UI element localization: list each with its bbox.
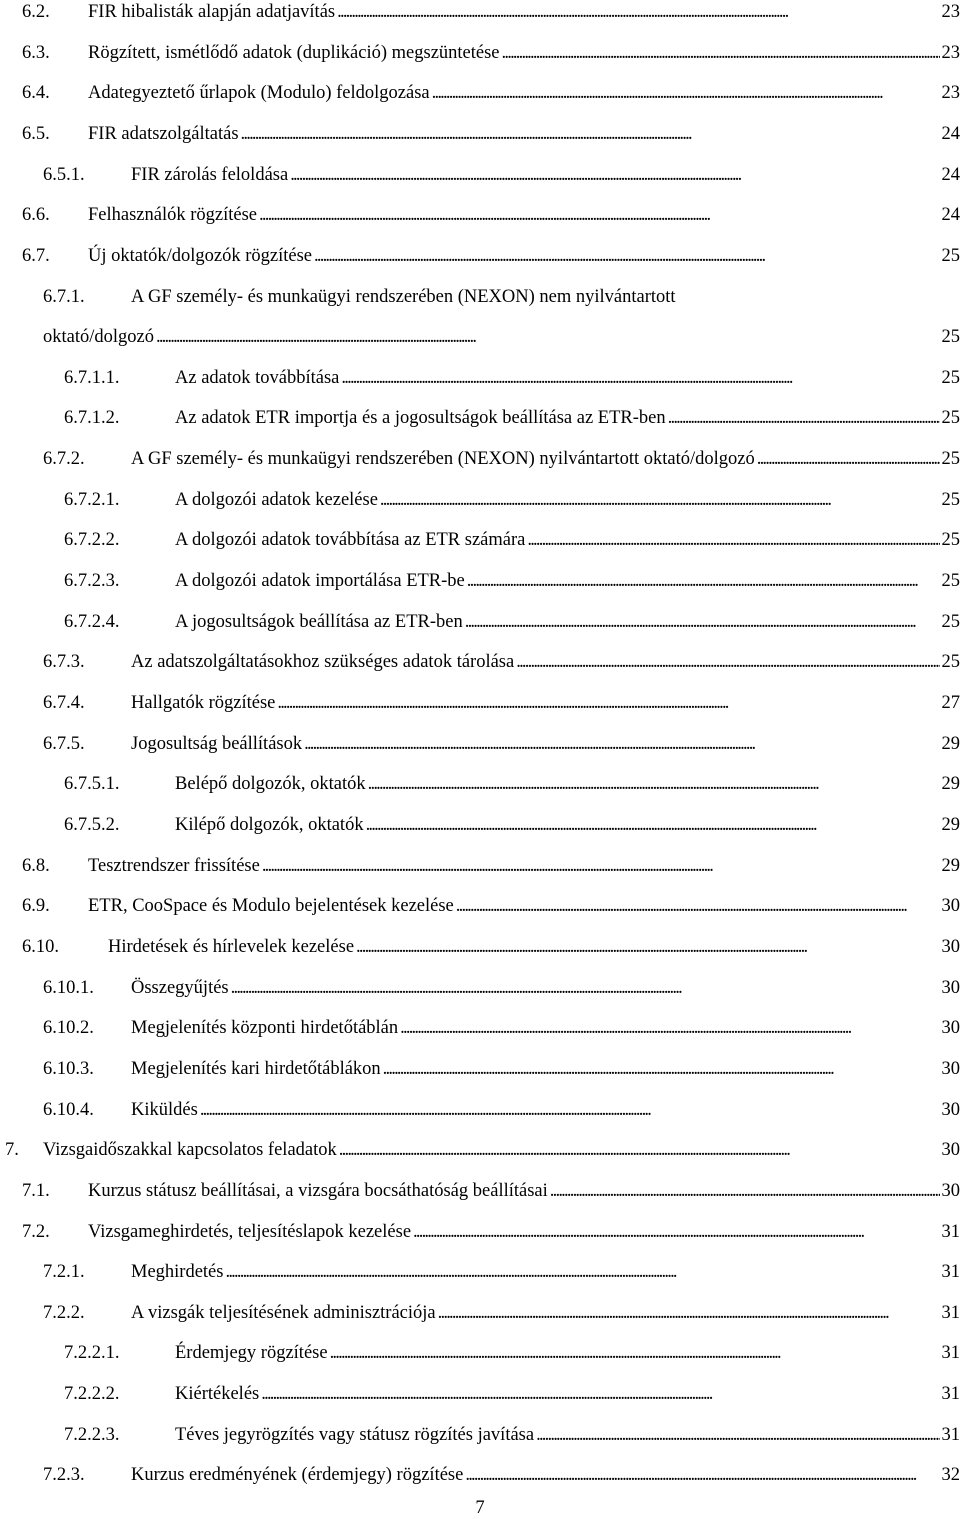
- toc-entry[interactable]: [43, 1016, 960, 1040]
- toc-entry[interactable]: [43, 650, 960, 674]
- toc-entry-page: 31: [942, 1260, 960, 1284]
- toc-entry-number: 6.5.1.: [43, 163, 131, 187]
- toc-entry-title: Összegyűjtés: [131, 976, 229, 1000]
- toc-entry-number: 6.6.: [22, 203, 88, 227]
- toc-leader-dots: [400, 1016, 939, 1040]
- toc-leader-dots: [380, 488, 940, 512]
- toc-entry-number: 7.2.2.1.: [64, 1341, 175, 1365]
- toc-entry[interactable]: [43, 1301, 960, 1325]
- toc-leader-dots: [330, 1341, 940, 1365]
- toc-entry-page: 30: [942, 1098, 960, 1122]
- toc-entry-number: 6.10.4.: [43, 1098, 131, 1122]
- toc-entry-continuation[interactable]: [43, 325, 960, 349]
- toc-entry-page: 29: [942, 813, 960, 837]
- toc-leader-dots: [368, 772, 940, 796]
- page-number: 7: [0, 1497, 960, 1519]
- toc-entry-title: Az adatszolgáltatásokhoz szükséges adatok tárolása: [131, 650, 514, 674]
- toc-entry-title: Érdemjegy rögzítése: [175, 1341, 328, 1365]
- toc-entry-title: Rögzített, ismétlődő adatok (duplikáció) megszüntetése: [88, 41, 500, 65]
- toc-entry-title: Az adatok ETR importja és a jogosultságok beállítása az ETR-ben: [175, 406, 666, 430]
- toc-entry-number: 6.7.4.: [43, 691, 131, 715]
- toc-entry-number: 6.7.2.1.: [64, 488, 175, 512]
- toc-leader-dots: [438, 1301, 940, 1325]
- toc-entry-page: 25: [942, 610, 960, 634]
- toc-leader-dots: [156, 325, 940, 349]
- toc-leader-dots: [502, 41, 940, 65]
- toc-leader-dots: [413, 1220, 939, 1244]
- toc-entry-page: 32: [942, 1463, 960, 1487]
- toc-entry-title: Kiküldés: [131, 1098, 198, 1122]
- toc-leader-dots: [231, 976, 940, 1000]
- toc-entry[interactable]: [22, 244, 960, 268]
- toc-entry-title: ETR, CooSpace és Modulo bejelentések kezelése: [88, 894, 454, 918]
- toc-leader-dots: [304, 732, 939, 756]
- toc-leader-dots: [262, 854, 940, 878]
- toc-entry-number: 7.2.2.2.: [64, 1382, 175, 1406]
- toc-leader-dots: [527, 528, 939, 552]
- toc-leader-dots: [277, 691, 939, 715]
- toc-entry-number: 6.10.1.: [43, 976, 131, 1000]
- toc-leader-dots: [261, 1382, 939, 1406]
- toc-entry-title: Vizsgameghirdetés, teljesítéslapok kezelése: [88, 1220, 411, 1244]
- toc-entry[interactable]: [43, 1260, 960, 1284]
- toc-entry-title: FIR adatszolgáltatás: [88, 122, 239, 146]
- toc-entry-number: 6.10.2.: [43, 1016, 131, 1040]
- toc-entry-title: A GF személy- és munkaügyi rendszerében (NEXON) nyilvántartott oktató/dolgozó: [131, 447, 755, 471]
- toc-entry-title: Kurzus eredményének (érdemjegy) rögzítése: [131, 1463, 463, 1487]
- toc-entry[interactable]: [22, 122, 960, 146]
- toc-entry[interactable]: [43, 447, 960, 471]
- toc-entry[interactable]: [22, 1179, 960, 1203]
- toc-entry-title: Adategyeztető űrlapok (Modulo) feldolgozása: [88, 81, 430, 105]
- toc-entry-title: A dolgozói adatok továbbítása az ETR számára: [175, 528, 525, 552]
- toc-entry-page: 31: [942, 1301, 960, 1325]
- toc-entry-title: Téves jegyrögzítés vagy státusz rögzítés javítása: [175, 1423, 534, 1447]
- toc-entry-number: 6.7.5.2.: [64, 813, 175, 837]
- toc-leader-dots: [467, 569, 940, 593]
- toc-entry-title: Jogosultság beállítások: [131, 732, 302, 756]
- toc-entry-page: 23: [942, 41, 960, 65]
- toc-entry[interactable]: [22, 81, 960, 105]
- toc-entry-title: FIR zárolás feloldása: [131, 163, 288, 187]
- toc-entry-page: 25: [942, 366, 960, 390]
- toc-entry-title: Belépő dolgozók, oktatók: [175, 772, 366, 796]
- toc-leader-dots: [757, 447, 940, 471]
- toc-entry-page: 31: [942, 1341, 960, 1365]
- toc-entry-page: 25: [942, 406, 960, 430]
- toc-entry-number: 6.2.: [22, 0, 88, 24]
- toc-entry-number: 6.3.: [22, 41, 88, 65]
- toc-entry-number: 6.7.2.: [43, 447, 131, 471]
- toc-entry-number: 6.7.2.4.: [64, 610, 175, 634]
- toc-entry-page: 25: [942, 569, 960, 593]
- toc-entry[interactable]: [43, 163, 960, 187]
- toc-leader-dots: [432, 81, 940, 105]
- toc-entry-page: 24: [942, 122, 960, 146]
- toc-entry-title: Felhasználók rögzítése: [88, 203, 257, 227]
- toc-entry[interactable]: [64, 1341, 960, 1365]
- toc-entry[interactable]: [43, 285, 676, 309]
- toc-entry-title: A dolgozói adatok importálása ETR-be: [175, 569, 465, 593]
- toc-entry-page: 31: [942, 1220, 960, 1244]
- toc-entry-number: 7.2.: [22, 1220, 88, 1244]
- toc-entry[interactable]: [64, 528, 960, 552]
- toc-entry-title: Hirdetések és hírlevelek kezelése: [108, 935, 354, 959]
- toc-entry[interactable]: [22, 894, 960, 918]
- toc-leader-dots: [356, 935, 939, 959]
- toc-entry-page: 30: [942, 1138, 960, 1162]
- toc-entry-number: 6.10.3.: [43, 1057, 131, 1081]
- toc-entry-page: 30: [942, 1057, 960, 1081]
- toc-entry-title-continuation: oktató/dolgozó: [43, 325, 154, 349]
- toc-entry[interactable]: [43, 1463, 960, 1487]
- toc-entry-page: 31: [942, 1382, 960, 1406]
- toc-entry-number: 6.8.: [22, 854, 88, 878]
- toc-entry-title: Megjelenítés központi hirdetőtáblán: [131, 1016, 398, 1040]
- toc-entry-number: 6.7.1.2.: [64, 406, 175, 430]
- toc-entry-page: 25: [942, 650, 960, 674]
- toc-entry-page: 30: [942, 976, 960, 1000]
- toc-entry-number: 6.7.5.: [43, 732, 131, 756]
- toc-entry-title: A dolgozói adatok kezelése: [175, 488, 378, 512]
- toc-entry-title: Tesztrendszer frissítése: [88, 854, 260, 878]
- toc-entry-title: A jogosultságok beállítása az ETR-ben: [175, 610, 463, 634]
- toc-entry[interactable]: [22, 41, 960, 65]
- toc-entry-page: 24: [942, 203, 960, 227]
- toc-leader-dots: [456, 894, 940, 918]
- toc-entry-page: 25: [942, 488, 960, 512]
- toc-leader-dots: [550, 1179, 940, 1203]
- toc-entry[interactable]: [43, 732, 960, 756]
- toc-entry[interactable]: [43, 1057, 960, 1081]
- toc-entry[interactable]: [64, 1423, 960, 1447]
- toc-entry[interactable]: [43, 1098, 960, 1122]
- toc-entry-page: 29: [942, 732, 960, 756]
- toc-entry-page: 24: [942, 163, 960, 187]
- toc-entry-title: Az adatok továbbítása: [175, 366, 339, 390]
- toc-entry-title: A vizsgák teljesítésének adminisztrációja: [131, 1301, 436, 1325]
- toc-entry-number: 6.9.: [22, 894, 88, 918]
- toc-entry[interactable]: [22, 0, 960, 24]
- toc-entry-number: 6.4.: [22, 81, 88, 105]
- toc-entry-number: 6.7.: [22, 244, 88, 268]
- toc-entry-page: 30: [942, 1179, 960, 1203]
- toc-entry[interactable]: [5, 1138, 960, 1162]
- toc-entry-number: 6.7.3.: [43, 650, 131, 674]
- toc-entry-page: 25: [942, 447, 960, 471]
- toc-leader-dots: [259, 203, 939, 227]
- toc-entry[interactable]: [22, 1220, 960, 1244]
- toc-entry-page: 27: [942, 691, 960, 715]
- toc-entry[interactable]: [64, 772, 960, 796]
- toc-leader-dots: [366, 813, 940, 837]
- toc-entry-page: 25: [942, 244, 960, 268]
- toc-entry-number: 7.2.2.3.: [64, 1423, 175, 1447]
- toc-entry[interactable]: [64, 813, 960, 837]
- toc-entry-number: 6.5.: [22, 122, 88, 146]
- toc-leader-dots: [339, 1138, 940, 1162]
- toc-entry-number: 6.7.1.1.: [64, 366, 175, 390]
- toc-entry-title: Kurzus státusz beállításai, a vizsgára bocsáthatóság beállításai: [88, 1179, 548, 1203]
- toc-leader-dots: [200, 1098, 940, 1122]
- toc-leader-dots: [225, 1260, 939, 1284]
- toc-entry[interactable]: [64, 406, 960, 430]
- toc-entry-page: 29: [942, 854, 960, 878]
- toc-entry-number: 6.7.1.: [43, 285, 131, 309]
- toc-entry-number: 7.2.2.: [43, 1301, 131, 1325]
- toc-entry-title: FIR hibalisták alapján adatjavítás: [88, 0, 335, 24]
- toc-entry[interactable]: [43, 976, 960, 1000]
- toc-entry-title: Vizsgaidőszakkal kapcsolatos feladatok: [43, 1138, 337, 1162]
- toc-entry-page: 29: [942, 772, 960, 796]
- toc-entry-number: 7.: [5, 1138, 43, 1162]
- toc-entry[interactable]: [22, 935, 960, 959]
- toc-entry-number: 7.2.3.: [43, 1463, 131, 1487]
- toc-entry-number: 7.1.: [22, 1179, 88, 1203]
- toc-entry-number: 6.7.2.3.: [64, 569, 175, 593]
- toc-entry-number: 6.7.2.2.: [64, 528, 175, 552]
- toc-entry-title: Meghirdetés: [131, 1260, 223, 1284]
- toc-entry-page: 30: [942, 1016, 960, 1040]
- toc-entry-page: 25: [942, 528, 960, 552]
- toc-entry[interactable]: [22, 854, 960, 878]
- toc-entry-number: 7.2.1.: [43, 1260, 131, 1284]
- toc-entry-title: Kiértékelés: [175, 1382, 259, 1406]
- toc-entry[interactable]: [64, 488, 960, 512]
- toc-leader-dots: [536, 1423, 939, 1447]
- toc-leader-dots: [241, 122, 940, 146]
- toc-entry-number: 6.10.: [22, 935, 108, 959]
- toc-entry-title: Kilépő dolgozók, oktatók: [175, 813, 364, 837]
- toc-entry[interactable]: [43, 691, 960, 715]
- toc-entry[interactable]: [64, 610, 960, 634]
- toc-leader-dots: [314, 244, 939, 268]
- toc-entry[interactable]: [64, 569, 960, 593]
- toc-entry-page: 25: [942, 325, 960, 349]
- toc-entry-page: 30: [942, 935, 960, 959]
- toc-entry-title: Hallgatók rögzítése: [131, 691, 275, 715]
- toc-entry[interactable]: [64, 1382, 960, 1406]
- toc-entry-number: 6.7.5.1.: [64, 772, 175, 796]
- toc-entry-page: 23: [942, 81, 960, 105]
- toc-leader-dots: [337, 0, 939, 24]
- toc-entry-page: 23: [942, 0, 960, 24]
- toc-entry-title: Új oktatók/dolgozók rögzítése: [88, 244, 312, 268]
- toc-leader-dots: [465, 1463, 939, 1487]
- toc-entry-title: A GF személy- és munkaügyi rendszerében (NEXON) nem nyilvántartott: [131, 285, 676, 309]
- toc-entry-page: 31: [942, 1423, 960, 1447]
- toc-entry[interactable]: [22, 203, 960, 227]
- toc-leader-dots: [465, 610, 940, 634]
- toc-leader-dots: [341, 366, 939, 390]
- toc-leader-dots: [516, 650, 939, 674]
- toc-leader-dots: [383, 1057, 940, 1081]
- toc-leader-dots: [290, 163, 939, 187]
- toc-leader-dots: [668, 406, 940, 430]
- toc-entry[interactable]: [64, 366, 960, 390]
- toc-entry-page: 30: [942, 894, 960, 918]
- toc-entry-title: Megjelenítés kari hirdetőtáblákon: [131, 1057, 381, 1081]
